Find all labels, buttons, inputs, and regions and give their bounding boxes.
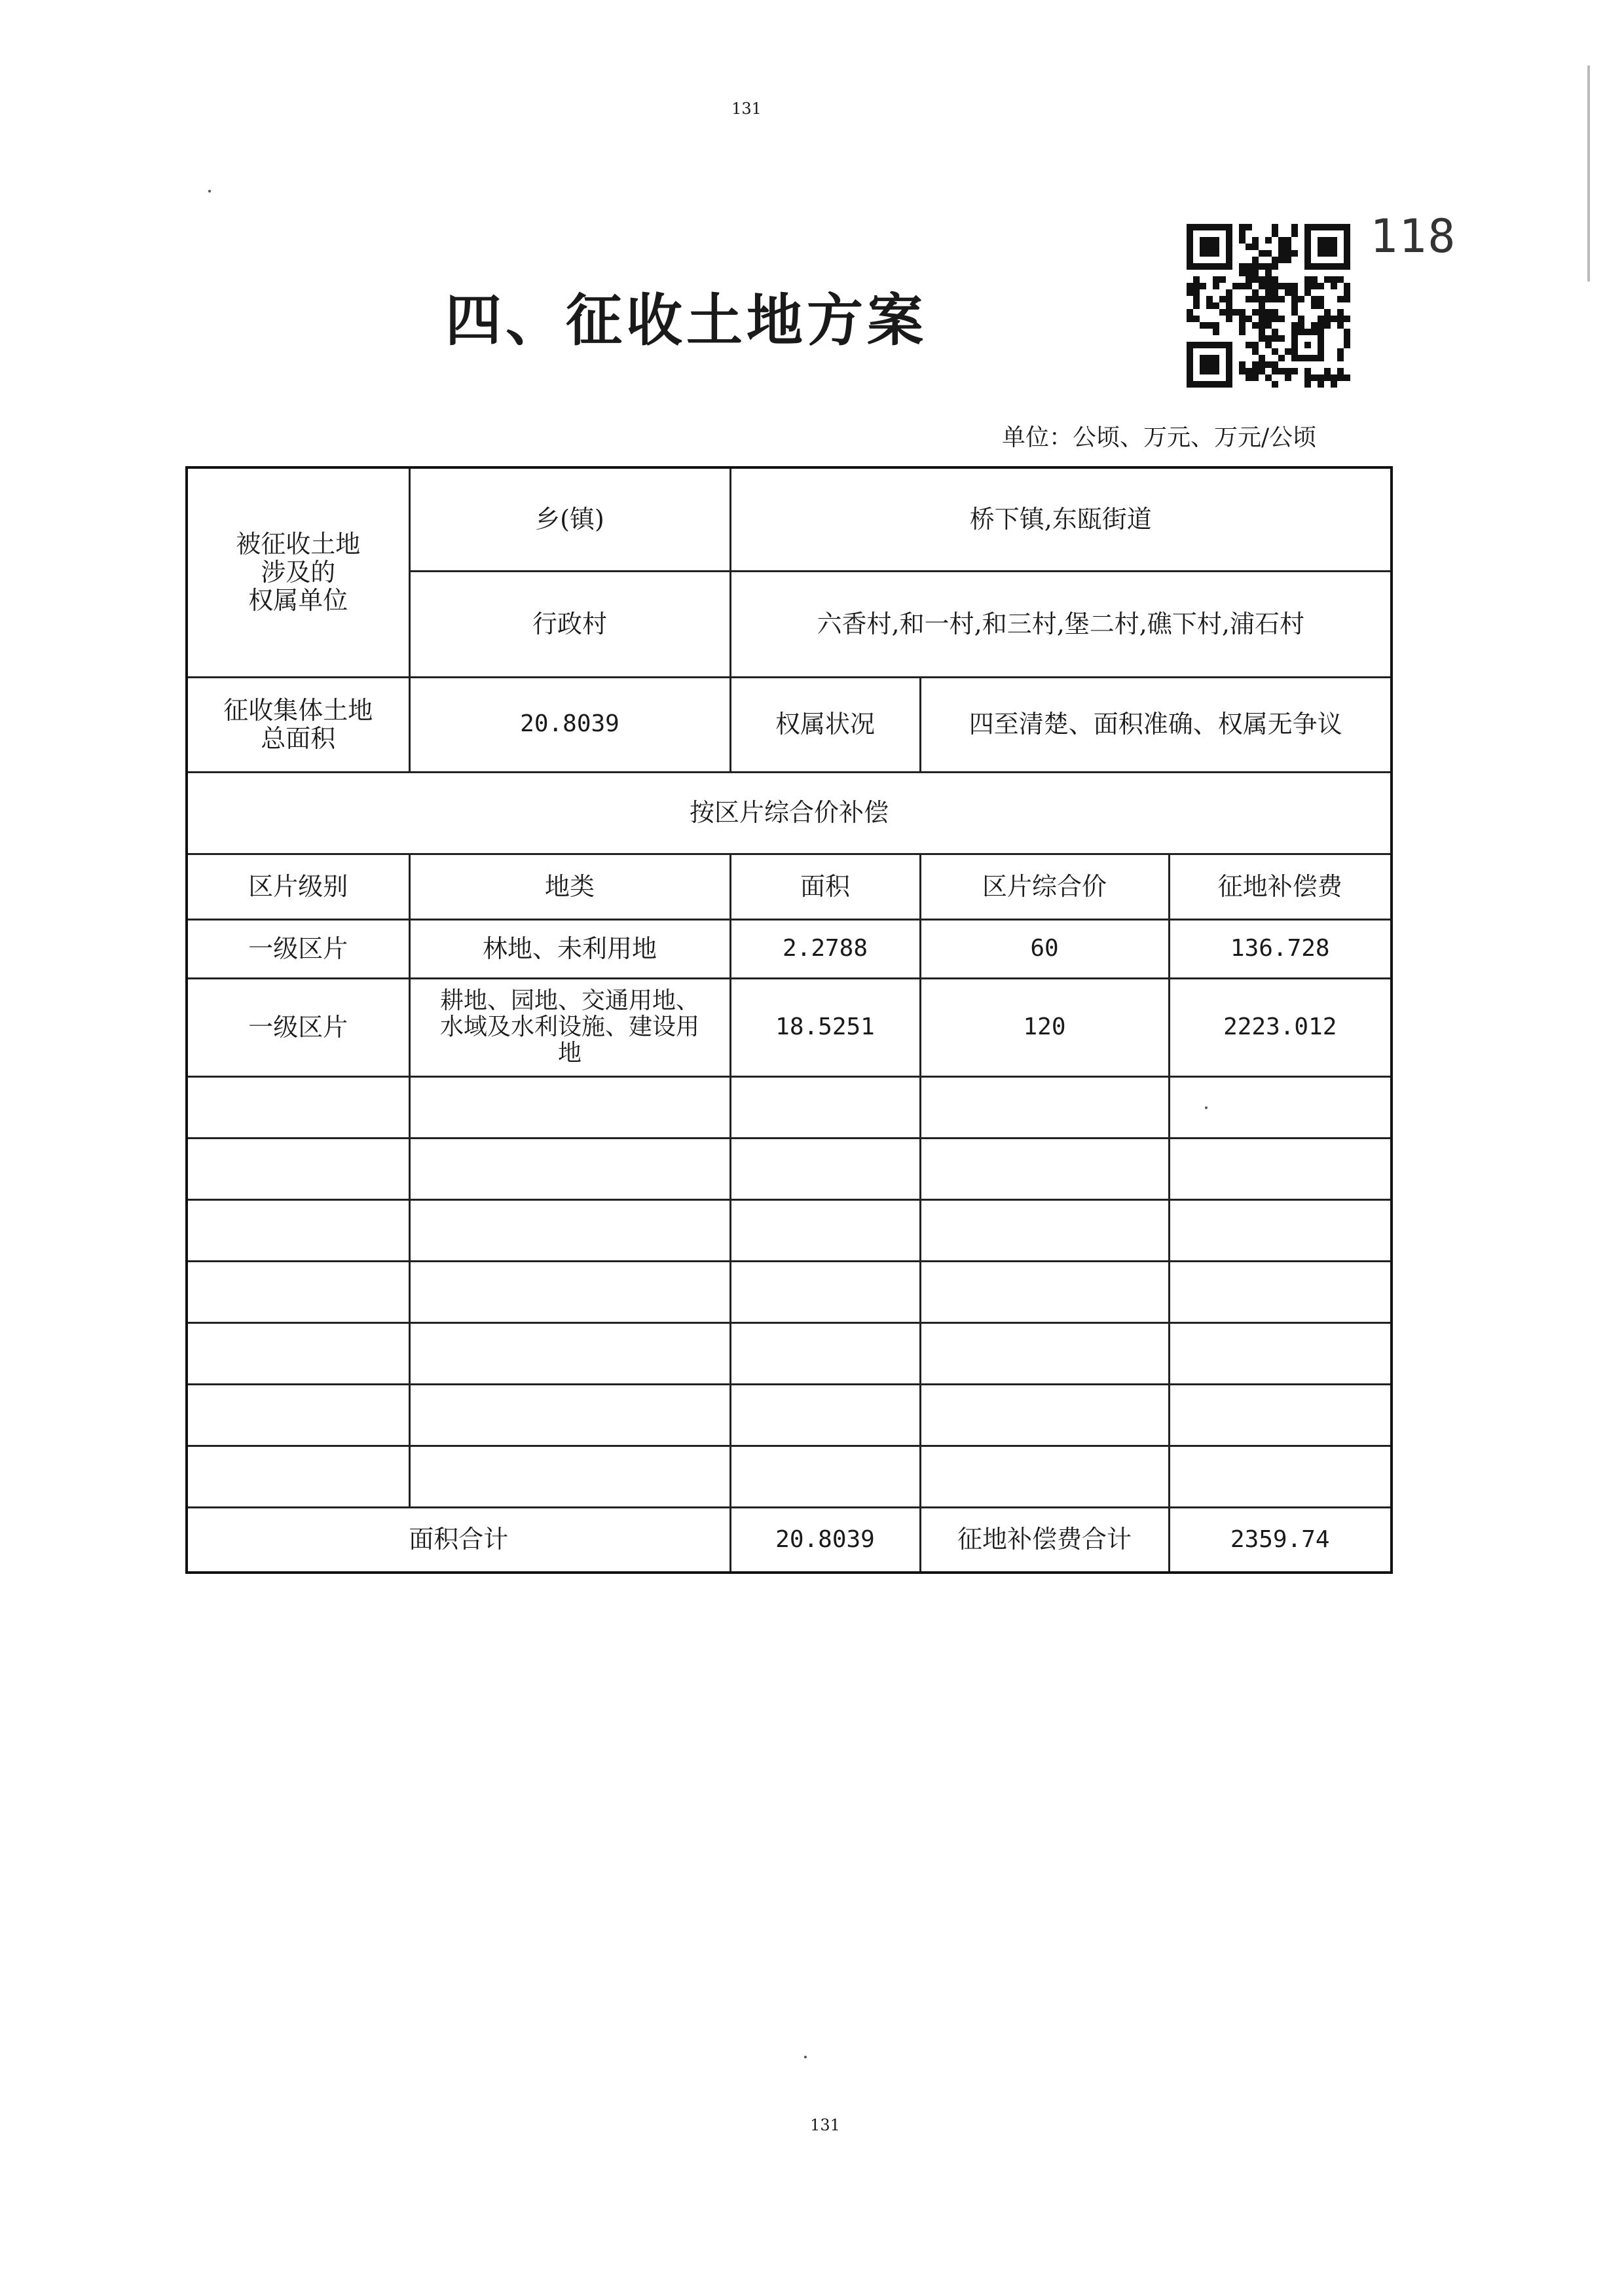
empty-row xyxy=(187,1261,1392,1322)
row-land-type: 耕地、园地、交通用地、 水域及水利设施、建设用 地 xyxy=(409,978,730,1076)
total-area-value: 20.8039 xyxy=(409,677,730,772)
column-header-price: 区片综合价 xyxy=(920,854,1169,919)
column-header-area: 面积 xyxy=(730,854,920,919)
row-price: 60 xyxy=(920,919,1169,978)
village-value: 六香村,和一村,和三村,堡二村,礁下村,浦石村 xyxy=(730,571,1392,677)
totals-row xyxy=(187,1507,1392,1573)
page-title: 四、征收土地方案 xyxy=(445,287,927,354)
scan-edge-line xyxy=(1587,65,1590,282)
row-area: 18.5251 xyxy=(730,978,920,1076)
empty-row xyxy=(187,1446,1392,1507)
row-level: 一级区片 xyxy=(187,978,409,1076)
row-area: 2.2788 xyxy=(730,919,920,978)
table-row xyxy=(187,978,1392,1076)
row-land-type: 林地、未利用地 xyxy=(409,919,730,978)
section-title: 按区片综合价补偿 xyxy=(187,772,1392,854)
village-label: 行政村 xyxy=(409,571,730,677)
unit-note: 单位：公顷、万元、万元/公顷 xyxy=(1002,424,1317,451)
total-area-label: 征收集体土地 总面积 xyxy=(187,677,409,772)
empty-row xyxy=(187,1138,1392,1199)
empty-row xyxy=(187,1076,1392,1138)
column-header-fee: 征地补偿费 xyxy=(1169,854,1392,919)
stamp-number: 118 xyxy=(1370,210,1457,263)
row-price: 120 xyxy=(920,978,1169,1076)
page-number-bottom: 131 xyxy=(810,2116,840,2134)
qr-code-icon xyxy=(1187,224,1350,388)
empty-row xyxy=(187,1384,1392,1446)
column-header-level: 区片级别 xyxy=(187,854,409,919)
row-fee: 136.728 xyxy=(1169,919,1392,978)
ownership-label: 权属状况 xyxy=(730,677,920,772)
empty-row xyxy=(187,1199,1392,1261)
total-fee-value: 2359.74 xyxy=(1169,1507,1392,1573)
page-number-top: 131 xyxy=(731,100,762,118)
township-value: 桥下镇,东瓯街道 xyxy=(730,467,1392,571)
empty-row xyxy=(187,1322,1392,1384)
scan-speck xyxy=(1205,1106,1208,1109)
total-fee-label: 征地补偿费合计 xyxy=(920,1507,1169,1573)
column-header-land-type: 地类 xyxy=(409,854,730,919)
scan-speck xyxy=(208,190,211,192)
ownership-value: 四至清楚、面积准确、权属无争议 xyxy=(920,677,1392,772)
township-label: 乡(镇) xyxy=(409,467,730,571)
owner-unit-label: 被征收土地 涉及的 权属单位 xyxy=(187,467,409,677)
row-level: 一级区片 xyxy=(187,919,409,978)
total-area-sum-label: 面积合计 xyxy=(187,1507,730,1573)
table-row xyxy=(187,919,1392,978)
total-area-sum-value: 20.8039 xyxy=(730,1507,920,1573)
land-expropriation-table xyxy=(185,466,1393,1574)
scan-speck xyxy=(804,2056,807,2058)
row-fee: 2223.012 xyxy=(1169,978,1392,1076)
